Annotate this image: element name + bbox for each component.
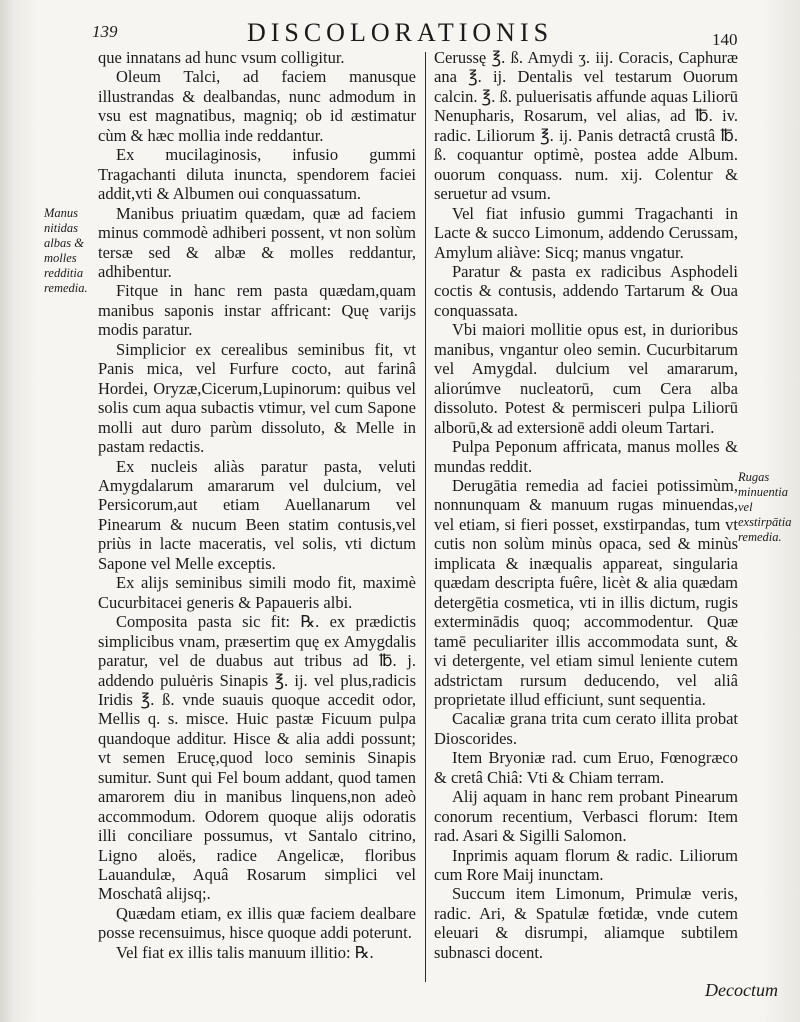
- paragraph: que innatans ad hunc vsum colligitur.: [98, 48, 345, 67]
- paragraph: Composita pasta sic fit: ℞. ex prædictis simplicibus vnam, præsertim quę ex Amygdalis paratur, vel de duabus aut tribus ad ℔. j. addendo puluėris Sinapis ℥. ij. vel plus,radicis Iridis ℥. ß. vnde suauis quoque accedit odor, Mellis q. s. misce. Huic pastæ Ficuum pulpa quandoque additur. Hisce & alia addi possunt; vt semen Erucę,quod loco seminis Sinapis sumitur. Sunt qui Fel boum addant, quod tamen amarorem diu in manibus linquens,non adeò accommodum. Odorem quoque alijs odoratis illi conciliare possumus, vt Santalo citrino, Ligno aloës, radice Angelicæ, floribus Lauandulæ, Aquâ Rosarum simplici vel Moschatâ alijsq;.: [98, 612, 416, 904]
- margin-note-left: Manus nitidas albas & molles redditia remedia.: [44, 206, 88, 295]
- paragraph: Ex mucilaginosis, infusio gummi Tragachanti diluta inuncta, spendorem faciei addit,vti & Albumen oui conquassatum.: [98, 145, 416, 204]
- paragraph: Simplicior ex cerealibus seminibus fit, vt Panis mica, vel Furfure cocto, aut farinâ Hordei, Oryzæ,Cicerum,Lupinorum: quibus vel solis cum aqua subactis vtimur, vel cum Sapone molli aut duro parùm dissoluto, & Melle in pastam redactis.: [98, 339, 416, 457]
- paragraph: Cacaliæ grana trita cum cerato illita probat Dioscorides.: [434, 709, 738, 748]
- paragraph: Cerussę ℥. ß. Amydi ʒ. iij. Coracis, Caphuræ ana ℥. ij. Dentalis vel testarum Ouorum calcin. ℥. ß. puluerisatis affunde aquas Liliorū Nenupharis, Rosarum, vel alias, ad ℔. iv. radic. Liliorum ℥. ij. Panis detractâ crustâ ℔. ß. coquantur optimè, postea adde Album. ouorum conquass. num. xij. Colentur & seruetur ad vsum.: [434, 48, 738, 204]
- catchword: Decoctum: [705, 980, 778, 1000]
- paragraph: Fitque in hanc rem pasta quædam,quam manibus saponis instar affricant: Quę varijs modis paratur.: [98, 281, 416, 340]
- paragraph: Ex alijs seminibus simili modo fit, maximè Cucurbitacei generis & Papaueris albi.: [98, 573, 416, 612]
- paragraph: Vel fiat ex illis talis manuum illitio: ℞.: [116, 942, 374, 962]
- paragraph: Derugātia remedia ad faciei potissimùm, nonnunquam & manuum rugas minuendas, vel etiam, si fieri posset, exstirpandas, tum vt cutis non solùm minùs opaca, sed & minùs implicata & inæqualis appareat, singularia quædam descripta fuêre, licèt & alia quædam detergētia cosmetica, vti in illis dictum, rugis exterminādis quoq; accommodentur. Quæ tamē peculiariter illis accommodata sunt, & vi detergente, vel etiam simul leniente cutem adstrictam rursum deducendo, vel aliâ proprietate illud efficiunt, sunt sequentia.: [434, 475, 738, 709]
- paragraph: Quædam etiam, ex illis quæ faciem dealbare posse recensuimus, hisce quoque addi poterunt.: [98, 903, 416, 943]
- page-header: [0, 18, 800, 48]
- paragraph: Manibus priuatim quædam, quæ ad faciem minus commodè adhiberi possent, vt non solùm tersæ sed & albæ & molles reddantur, adhibentur.: [98, 203, 416, 281]
- right-column: [434, 48, 738, 962]
- paragraph: Inprimis aquam florum & radic. Liliorum cum Rore Maij inunctam.: [434, 845, 738, 885]
- paragraph: Pulpa Peponum affricata, manus molles & mundas reddit.: [434, 437, 738, 476]
- running-title: DISCOLORATIONIS: [246, 18, 554, 47]
- paragraph: Oleum Talci, ad faciem manusque illustrandas & dealbandas, nunc admodum in vsu est magnatibus, magniq; ob id æstimatur cùm & hæc mollia inde reddantur.: [98, 67, 416, 145]
- margin-note-right: Rugas minuentia vel exstirpātia remedia.: [738, 470, 792, 544]
- page-number-right: 140: [712, 30, 738, 49]
- paragraph: Alij aquam in hanc rem probant Pinearum conorum recentium, Verbasci florum: Item rad. Asari & Sigilli Salomon.: [434, 787, 738, 846]
- paragraph: Vel fiat infusio gummi Tragachanti in Lacte & succo Limonum, addendo Cerussam, Amylum aliàve: Sicq; manus vngatur.: [434, 203, 738, 262]
- left-column: [98, 48, 416, 962]
- column-divider: [425, 52, 426, 982]
- page-number-left: 139: [92, 22, 118, 41]
- paragraph: Ex nucleis aliàs paratur pasta, veluti Amygdalarum amararum vel dulcium, vel Persicorum,aut etiam Auellanarum vel Pinearum & nucum Been statim contusis,vel priùs in lacte maceratis, vel solis, vti dictum Sapone vel Melle exceptis.: [98, 456, 416, 573]
- paragraph: Succum item Limonum, Primulæ veris, radic. Ari, & Spatulæ fœtidæ, vnde cutem eleuari & disrumpi, aliamque subtilem subnasci docent.: [434, 884, 738, 962]
- paragraph: Paratur & pasta ex radicibus Asphodeli coctis & contusis, addendo Tartarum & Oua conquassata.: [434, 261, 738, 320]
- paragraph: Vbi maiori mollitie opus est, in durioribus manibus, vngantur oleo semin. Cucurbitarum vel Amygdal. dulcium vel amararum, aliorúmve nucleatorū, cum Cera alba dissoluto. Potest & permisceri pulpa Liliorū alborū,& ad extersionē addi oleum Tartari.: [434, 320, 738, 437]
- paragraph: Item Bryoniæ rad. cum Eruo, Fœnogræco & cretâ Chiâ: Vti & Chiam terram.: [434, 748, 738, 787]
